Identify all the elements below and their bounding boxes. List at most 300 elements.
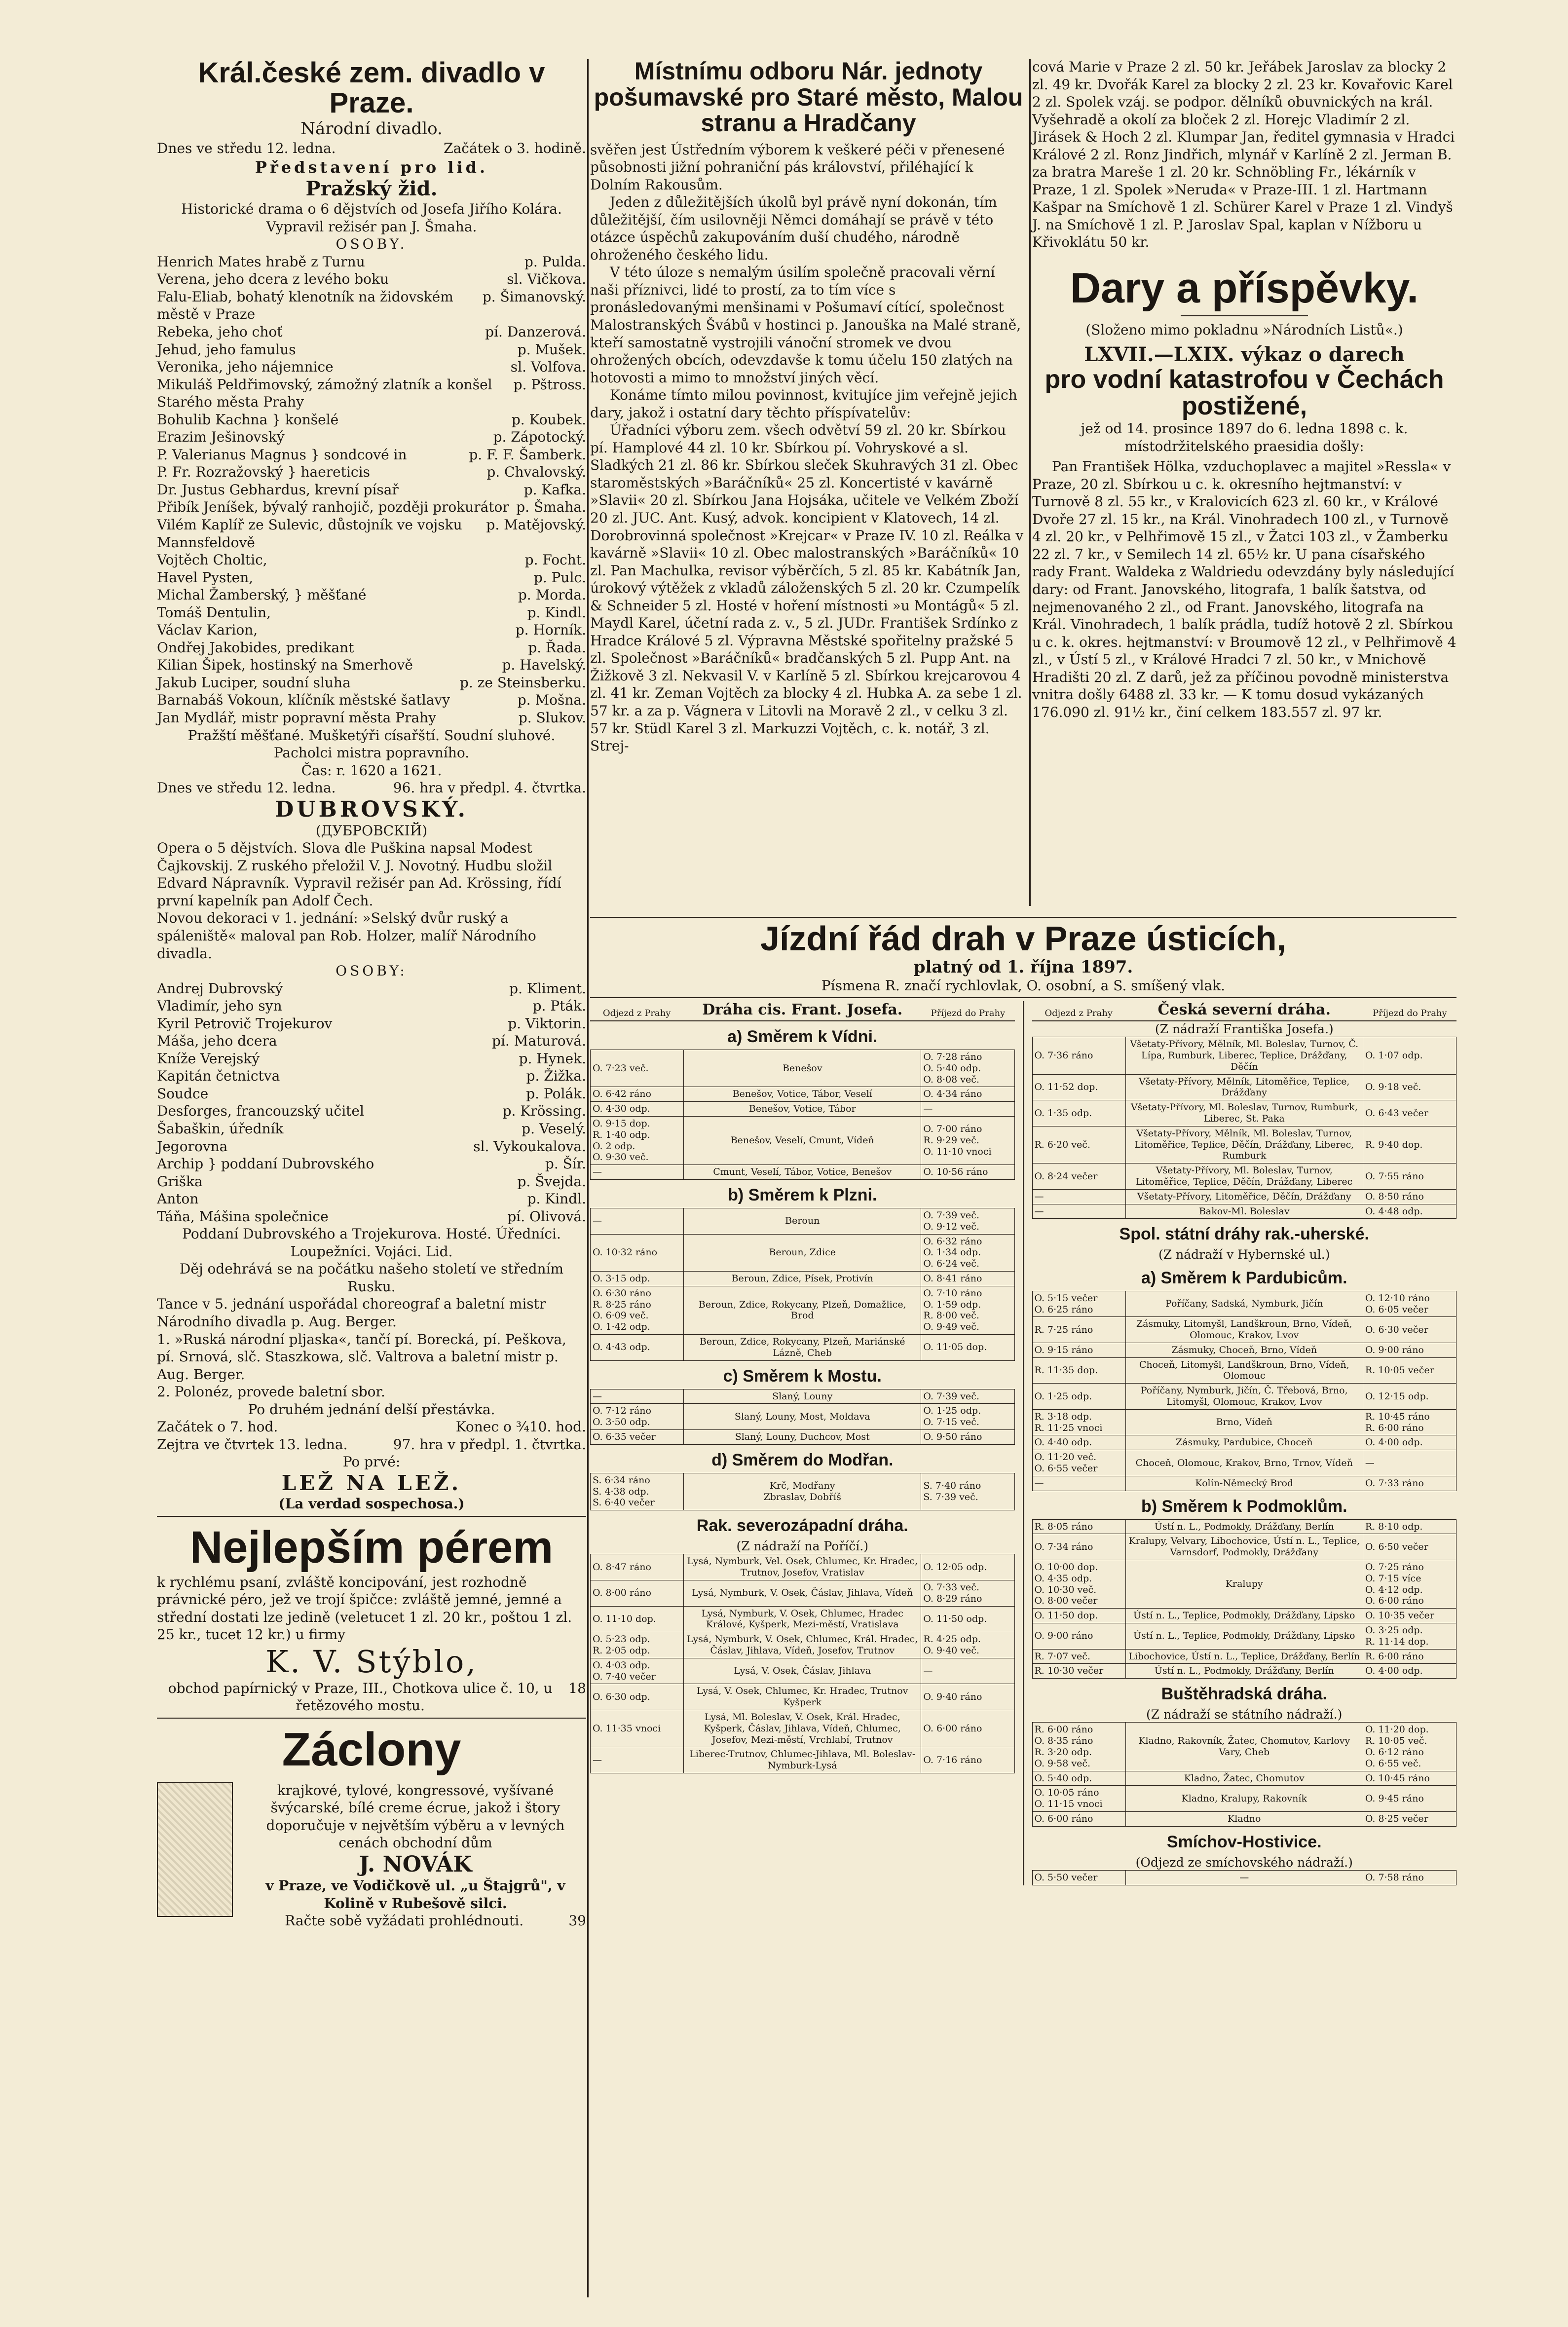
cs-table bbox=[1032, 1037, 1457, 1219]
arrival-time: O. 1·07 odp. bbox=[1363, 1037, 1456, 1074]
actor-name: p. Kindl. bbox=[527, 604, 586, 621]
route: Zásmuky, Choceň, Brno, Vídeň bbox=[1125, 1343, 1363, 1357]
actor-name: pí. Olivová. bbox=[507, 1208, 586, 1225]
route: Všetaty-Přívory, Ml. Boleslav, Turnov, Litoměřice, Teplice, Děčín, Drážďany, Liberec bbox=[1125, 1164, 1363, 1190]
dary-period: jež od 14. prosince 1897 do 6. ledna 1898 c. k. místodržitelského praesidia došly: bbox=[1081, 420, 1408, 454]
timetable-row bbox=[591, 1165, 1015, 1180]
timetable-row bbox=[591, 1272, 1015, 1286]
cast-row bbox=[157, 446, 586, 464]
dances-note: Tance v 5. jednání uspořádal choreograf a baletní mistr Národního divadla p. Aug. Berger. bbox=[157, 1296, 546, 1330]
role-name: Jan Mydlář, mistr popravní města Prahy bbox=[157, 709, 437, 726]
fjd-plzen: b) Směrem k Plzni. bbox=[728, 1186, 877, 1205]
tomorrow-date: Zejtra ve čtvrtek 13. ledna. bbox=[157, 1436, 348, 1453]
departure-time: O. 9·15 ráno bbox=[1032, 1343, 1125, 1357]
departure-time: — bbox=[1032, 1189, 1125, 1204]
timetable-row bbox=[591, 1208, 1015, 1235]
route: Liberec-Trutnov, Chlumec-Jihlava, Ml. Boleslav-Nymburk-Lysá bbox=[684, 1747, 921, 1773]
arrival-time: R. 9·40 dop. bbox=[1363, 1126, 1456, 1163]
route: Kladno bbox=[1125, 1812, 1363, 1827]
arrival-time: — bbox=[1363, 1450, 1456, 1476]
route: Slaný, Louny, Most, Moldava bbox=[684, 1404, 921, 1430]
arrival-time: R. 10·45 ráno R. 6·00 ráno bbox=[1363, 1409, 1456, 1435]
arrival-time: O. 11·05 dop. bbox=[921, 1334, 1014, 1360]
role-name: Ondřej Jakobides, predikant bbox=[157, 639, 354, 656]
cast-row bbox=[157, 481, 586, 499]
cast-row bbox=[157, 253, 586, 271]
opera-extras: Poddaní Dubrovského a Trojekurova. Hosté. Úředníci. Loupežníci. Vojáci. Lid. bbox=[182, 1226, 561, 1260]
start-time-2: Začátek o 7. hod. bbox=[157, 1419, 278, 1435]
arrival-time: O. 6·43 večer bbox=[1363, 1100, 1456, 1126]
route: Slaný, Louny, Duchcov, Most bbox=[684, 1429, 921, 1444]
dary-subtitle: (Složeno mimo pokladnu »Národních Listů«.) bbox=[1085, 322, 1403, 338]
departure-time: O. 6·42 ráno bbox=[591, 1087, 684, 1102]
timetable-row bbox=[591, 1632, 1015, 1658]
route: Beroun, Zdice, Rokycany, Plzeň, Domažlice, Brod bbox=[684, 1286, 921, 1334]
timetable-row bbox=[1032, 1812, 1456, 1827]
timetable-row bbox=[1032, 1664, 1456, 1679]
arrival-time: O. 7·00 ráno R. 9·29 več. O. 11·10 vnoci bbox=[921, 1117, 1014, 1165]
departure-time: O. 10·05 ráno O. 11·15 vnoci bbox=[1032, 1786, 1125, 1812]
actor-name: p. Žižka. bbox=[526, 1068, 586, 1085]
performance-label: Představení pro lid. bbox=[255, 157, 488, 177]
actor-name: p. Řada. bbox=[528, 639, 586, 656]
timetable-row bbox=[591, 1710, 1015, 1747]
cast-row bbox=[157, 498, 586, 516]
cast-row bbox=[157, 1050, 586, 1068]
role-name: Vilém Kaplíř ze Sulevic, důstojník ve vojsku Mannsfeldově bbox=[157, 516, 462, 551]
opera-cast-list bbox=[157, 980, 586, 1226]
cast-row bbox=[157, 428, 586, 446]
departure-time: O. 4·03 odp. O. 7·40 večer bbox=[591, 1658, 684, 1684]
curtains-ad-number: 39 bbox=[568, 1913, 586, 1929]
actor-name: p. Mošna. bbox=[517, 692, 586, 709]
actor-name: p. Havelský. bbox=[502, 657, 586, 674]
timetable bbox=[590, 914, 1456, 1885]
dary-text: Pan František Hölka, vzduchoplavec a majitel »Ressla« v Praze, 20 zl. Sbírkou u c. k. okresního hejtmanství: v Turnově 8 zl. 55 kr., v Kralovicích 623 zl. 60 kr., v Králové Dvoře 27 zl. 15 kr., na Král. Vinohradech 100 zl., v Turnově 4 zl. 20 kr., v Pelhřimově 15 zl., v Žatci 103 zl., v Žamberku 22 zl. 7 kr., v Semilech 14 zl. 65½ kr. U pana císařského rady Frant. Waldeka z Waldriedu odevzdány byly následující dary: od Frant. Janovského, litografa, 1 balík šatstva, od nejmenovaného 2 zl., od Frant. Janovského, litografa na Král. Vinohradech, 1 balík prádla, tudíž hotově 2 zl. Sbírkou u c. k. okres. hejtmanství: v Broumově 12 zl., v Pelhřimově 4 zl., v Ústí 5 zl., v Králové Hradci 7 zl. 50 kr., v Mnichově Hradišti 20 zl. Z darů, jež za příčinou povodně ministerstva vnitra došly 6488 zl. 33 kr. — K tomu dosud vykázaných 176.090 zl. 91½ kr., činí celkem 183.557 zl. 97 kr. bbox=[1032, 458, 1456, 720]
actor-name: p. Hynek. bbox=[519, 1050, 586, 1067]
cast-row bbox=[157, 516, 586, 551]
role-name: Verena, jeho dcera z levého boku bbox=[157, 271, 389, 288]
dary-purpose: pro vodní katastrofou v Čechách postižené, bbox=[1045, 365, 1444, 421]
route: Libochovice, Ústí n. L., Teplice, Drážďany, Berlín bbox=[1125, 1649, 1363, 1664]
actor-name: p. Morda. bbox=[518, 587, 586, 603]
departure-time: R. 7·07 več. bbox=[1032, 1649, 1125, 1664]
st-pardubice: a) Směrem k Pardubicům. bbox=[1141, 1268, 1347, 1287]
timetable-row bbox=[591, 1473, 1015, 1510]
route: Zásmuky, Litomyšl, Landškroun, Brno, Vídeň, Olomouc, Krakov, Lvov bbox=[1125, 1317, 1363, 1343]
timetable-row bbox=[591, 1747, 1015, 1773]
opera-persons-label: OSOBY: bbox=[336, 963, 408, 979]
route: Beroun, Zdice, Písek, Protivín bbox=[684, 1272, 921, 1286]
arrival-time: O. 10·56 ráno bbox=[921, 1165, 1014, 1180]
arrival-time: R. 6·00 ráno bbox=[1363, 1649, 1456, 1664]
role-name: Vladimír, jeho syn bbox=[157, 998, 282, 1014]
nw-title: Rak. severozápadní dráha. bbox=[696, 1516, 908, 1536]
departure-time: O. 1·25 odp. bbox=[1032, 1384, 1125, 1410]
role-name: Andrej Dubrovský bbox=[157, 980, 283, 997]
donors-continued: cová Marie v Praze 2 zl. 50 kr. Jeřábek Jaroslav za blocky 2 zl. 49 kr. Dvořák Karel za blocky 2 zl. 23 kr. Kovařovic Karel 2 zl. Spolek vzáj. se podpor. dělníků obuvnických na král. Vyšehradě a okolí za bloček 2 zl. Horejc Vladimír 2 zl. Jirásek & Hoch 2 zl. Klumpar Jan, ředitel gymnasia v Hradci Králové 2 zl. Ronz Jindřich, mlynář v Karlíně 2 zl. Jerman B. za bratra Mareše 1 zl. 20 kr. Schnöbling Fr., lékárník v Praze, 1 zl. Spolek »Neruda« v Praze-III. 1 zl. Hartmann Kašpar na Smíchově 1 zl. Schürer Karel v Praze 1 zl. Vindyš J. na Smíchově 1 zl. P. Jaroslav Spal, kaplan v Nížboru u Křivoklátu 50 kr. bbox=[1032, 59, 1455, 251]
departure-time: S. 6·34 ráno S. 4·38 odp. S. 6·40 večer bbox=[591, 1473, 684, 1510]
date-line: Dnes ve středu 12. ledna. bbox=[157, 140, 336, 156]
cs-title: Česká severní dráha. bbox=[1157, 1001, 1331, 1019]
timetable-row bbox=[591, 1234, 1015, 1271]
arrival-time: O. 3·25 odp. R. 11·14 dop. bbox=[1363, 1623, 1456, 1650]
actor-name: p. Švejda. bbox=[517, 1173, 586, 1190]
timetable-row bbox=[1032, 1204, 1456, 1219]
cast-row bbox=[157, 341, 586, 359]
arrival-time: O. 9·40 ráno bbox=[921, 1684, 1014, 1710]
departure-time: — bbox=[1032, 1204, 1125, 1219]
arrival-time: O. 8·25 večer bbox=[1363, 1812, 1456, 1827]
timetable-row bbox=[1032, 1723, 1456, 1771]
bu-subtitle: (Z nádraží se státního nádraží.) bbox=[1146, 1707, 1343, 1722]
route: Všetaty-Přívory, Litoměřice, Děčín, Drážďany bbox=[1125, 1189, 1363, 1204]
arrival-time: O. 7·28 ráno O. 5·40 odp. O. 8·08 več. bbox=[921, 1050, 1014, 1087]
arrival-time: O. 4·48 odp. bbox=[1363, 1204, 1456, 1219]
actor-name: p. Koubek. bbox=[511, 411, 586, 428]
tomorrow-subscription: 97. hra v předpl. 1. čtvrtka. bbox=[393, 1436, 586, 1453]
timetable-row bbox=[591, 1087, 1015, 1102]
role-name: P. Valerianus Magnus } sondcové in bbox=[157, 446, 407, 463]
actor-name: p. Šimanovský. bbox=[482, 288, 586, 305]
timetable-row bbox=[1032, 1074, 1456, 1100]
play-description: Historické drama o 6 dějstvích od Josefa Jiřího Kolára. Vypravil režisér pan J. Šmaha. bbox=[181, 201, 562, 235]
cast-row bbox=[157, 997, 586, 1015]
curtains-ad-note: Račte sobě vyžádati prohlédnouti. bbox=[285, 1913, 524, 1929]
article-p2: Jeden z důležitějších úkolů byl právě nyní dokonán, tím důležitější, čím usilovněji Němci domáhají se právě v této otázce úspěchů zakupováním duší chudého, národně ohroženého českého lidu. bbox=[590, 194, 997, 263]
cast-row bbox=[157, 691, 586, 709]
curtains-ad-text: krajkové, tylové, kongressové, vyšívané švýcarské, bílé creme écrue, jakož i štory doporučuje v největším výběru a v levných cenách obchodní dům bbox=[266, 1782, 565, 1851]
route: Kralupy, Velvary, Libochovice, Ústí n. L., Teplice, Varnsdorf, Podmokly, Drážďany bbox=[1125, 1534, 1363, 1560]
timetable-row bbox=[591, 1684, 1015, 1710]
departure-time: R. 3·18 odp. R. 11·25 vnoci bbox=[1032, 1409, 1125, 1435]
role-name: Griška bbox=[157, 1173, 203, 1190]
arrival-time: O. 7·33 več. O. 8·29 ráno bbox=[921, 1580, 1014, 1607]
actor-name: p. Veselý. bbox=[522, 1121, 586, 1137]
donations-column bbox=[1032, 58, 1456, 721]
cast-row bbox=[157, 551, 586, 569]
route: Benešov bbox=[684, 1050, 921, 1087]
long-pause: Po druhém jednání delší přestávka. bbox=[248, 1401, 495, 1418]
arrival-time: O. 9·45 ráno bbox=[1363, 1786, 1456, 1812]
route: Beroun, Zdice, Rokycany, Plzeň, Mariánské Lázně, Cheb bbox=[684, 1334, 921, 1360]
cast-row bbox=[157, 1190, 586, 1208]
departure-time: O. 7·36 ráno bbox=[1032, 1037, 1125, 1074]
arrival-time: O. 12·05 odp. bbox=[921, 1554, 1014, 1580]
actor-name: p. F. F. Šamberk. bbox=[469, 446, 586, 463]
departure-time: O. 1·35 odp. bbox=[1032, 1100, 1125, 1126]
departure-time: O. 10·32 ráno bbox=[591, 1234, 684, 1271]
cast-row bbox=[157, 1032, 586, 1050]
arrival-time: O. 8·41 ráno bbox=[921, 1272, 1014, 1286]
timetable-row bbox=[1032, 1291, 1456, 1317]
footer-subscription: 96. hra v předpl. 4. čtvrtka. bbox=[393, 780, 586, 796]
opera-title: DUBROVSKÝ. bbox=[275, 796, 468, 822]
fjd-plzen-table bbox=[590, 1208, 1015, 1361]
timetable-row bbox=[591, 1580, 1015, 1607]
role-name: Jegorovna bbox=[157, 1138, 228, 1155]
timetable-row bbox=[591, 1606, 1015, 1632]
actor-name: p. Kindl. bbox=[527, 1191, 586, 1207]
pen-ad-headline: Nejlepším pérem bbox=[189, 1522, 554, 1573]
actor-name: p. Matějovský. bbox=[486, 516, 586, 533]
footer-date: Dnes ve středu 12. ledna. bbox=[157, 780, 336, 796]
departure-time: O. 4·30 odp. bbox=[591, 1102, 684, 1117]
arrival-time: S. 7·40 ráno S. 7·39 več. bbox=[921, 1473, 1014, 1510]
st-podmokly: b) Směrem k Podmoklům. bbox=[1141, 1497, 1347, 1516]
timetable-row bbox=[591, 1404, 1015, 1430]
actor-name: pí. Maturová. bbox=[492, 1033, 586, 1050]
route: Slaný, Louny bbox=[684, 1389, 921, 1404]
departure-time: — bbox=[1032, 1476, 1125, 1491]
cast-row bbox=[157, 674, 586, 692]
arrival-time: O. 7·58 ráno bbox=[1363, 1871, 1456, 1885]
role-name: Václav Karion, bbox=[157, 622, 258, 638]
departure-time: O. 7·23 več. bbox=[591, 1050, 684, 1087]
departure-time: O. 6·35 večer bbox=[591, 1429, 684, 1444]
timetable-row bbox=[1032, 1126, 1456, 1163]
play-two-subtitle: (La verdad sospechosa.) bbox=[278, 1495, 465, 1512]
departure-time: — bbox=[591, 1389, 684, 1404]
timetable-row bbox=[1032, 1317, 1456, 1343]
route: Ústí n. L., Teplice, Podmokly, Drážďany, Lipsko bbox=[1125, 1623, 1363, 1650]
route: Všetaty-Přívory, Mělník, Ml. Boleslav, Turnov, Č. Lípa, Rumburk, Liberec, Teplice, Drážďany, Děčín bbox=[1125, 1037, 1363, 1074]
fjd-vienna: a) Směrem k Vídni. bbox=[727, 1027, 878, 1047]
cast-row bbox=[157, 639, 586, 657]
cast-row bbox=[157, 1102, 586, 1120]
pen-ad-text: k rychlému psaní, zvláště koncipování, jest rozhodně právnické péro, jež ve trojí špičce: zvláště jemné, jemné a střední dostati lze jedině (veletucet 1 zl. 20 kr., poštou 1 zl. 25 kr., tucet 12 kr.) u firmy bbox=[157, 1574, 572, 1643]
column-rule bbox=[587, 59, 589, 2297]
role-name: Kilian Šipek, hostinský na Smerhově bbox=[157, 657, 413, 674]
play-two-title: LEŽ NA LEŽ. bbox=[281, 1470, 462, 1495]
role-name: Kyril Petrovič Trojekurov bbox=[157, 1015, 333, 1032]
departure-time: O. 4·40 odp. bbox=[1032, 1435, 1125, 1450]
cast-row bbox=[157, 621, 586, 639]
route: Lysá, Ml. Boleslav, V. Osek, Král. Hradec, Kyšperk, Čáslav, Jihlava, Vídeň, Chlumec, Josefov, Mezi-městí, Vrchlabí, Trutnov bbox=[684, 1710, 921, 1747]
dance-two: 2. Polonéz, provede baletní sbor. bbox=[157, 1384, 385, 1400]
cast-row bbox=[157, 656, 586, 674]
actor-name: p. Pták. bbox=[532, 998, 586, 1014]
role-name: Jehud, jeho famulus bbox=[157, 341, 296, 358]
opera-setting: Děj odehrává se na počátku našeho století ve středním Rusku. bbox=[179, 1261, 564, 1295]
arrival-time: O. 1·25 odp. O. 7·15 več. bbox=[921, 1404, 1014, 1430]
curtains-ad-address: v Praze, ve Vodičkově ul. „u Štajgrů", v Kolině v Rubešově silci. bbox=[265, 1877, 565, 1912]
timetable-row bbox=[1032, 1189, 1456, 1204]
timetable-row bbox=[591, 1334, 1015, 1360]
header-departure: Odjezd z Prahy bbox=[1045, 1008, 1113, 1019]
role-name: P. Fr. Rozražovský } haereticis bbox=[157, 464, 370, 481]
route: Ústí n. L., Podmokly, Drážďany, Berlín bbox=[1125, 1519, 1363, 1534]
departure-time: O. 9·00 ráno bbox=[1032, 1623, 1125, 1650]
cast-row bbox=[157, 980, 586, 998]
route: Ústí n. L., Teplice, Podmokly, Drážďany, Lipsko bbox=[1125, 1609, 1363, 1623]
pen-ad-number: 18 bbox=[568, 1680, 586, 1696]
timetable-right bbox=[1032, 1001, 1457, 1885]
timetable-row bbox=[1032, 1037, 1456, 1074]
departure-time: O. 8·47 ráno bbox=[591, 1554, 684, 1580]
cast-row bbox=[157, 288, 586, 323]
pen-ad-address: obchod papírnický v Praze, III., Chotkova ulice č. 10, u řetězového mostu. bbox=[168, 1680, 553, 1714]
timetable-row bbox=[1032, 1871, 1456, 1885]
article-p4: Konáme tímto milou povinnost, kvitujíce jim veřejně jejich dary, jakož i ostatní dary těchto příspívatelův: bbox=[590, 387, 1017, 421]
cast-row bbox=[157, 1208, 586, 1226]
route: Poříčany, Nymburk, Jičín, Č. Třebová, Brno, Litomyšl, Olomouc, Krakov, Lvov bbox=[1125, 1384, 1363, 1410]
cast-row bbox=[157, 569, 586, 587]
departure-time: R. 10·30 večer bbox=[1032, 1664, 1125, 1679]
timetable-row bbox=[1032, 1384, 1456, 1410]
departure-time: O. 6·30 ráno R. 8·25 ráno O. 6·09 več. O. 1·42 odp. bbox=[591, 1286, 684, 1334]
cast-row bbox=[157, 1067, 586, 1085]
sm-table bbox=[1032, 1870, 1457, 1885]
header-arrival: Příjezd do Prahy bbox=[931, 1008, 1006, 1019]
role-name: Falu-Eliab, bohatý klenotník na židovském městě v Praze bbox=[157, 288, 453, 323]
cast-row bbox=[157, 270, 586, 288]
timetable-row bbox=[1032, 1534, 1456, 1560]
departure-time: R. 6·20 več. bbox=[1032, 1126, 1125, 1163]
departure-time: O. 3·15 odp. bbox=[591, 1272, 684, 1286]
route: Choceň, Olomouc, Krakov, Brno, Trnov, Vídeň bbox=[1125, 1450, 1363, 1476]
actor-name: p. Kafka. bbox=[523, 481, 586, 498]
role-name: Soudce bbox=[157, 1085, 209, 1102]
arrival-time: O. 9·00 ráno bbox=[1363, 1343, 1456, 1357]
route: Beroun bbox=[684, 1208, 921, 1235]
cast-row bbox=[157, 1155, 586, 1173]
departure-time: O. 11·20 več. O. 6·55 večer bbox=[1032, 1450, 1125, 1476]
timetable-row bbox=[1032, 1560, 1456, 1609]
end-time-2: Konec o ³⁄₄10. hod. bbox=[455, 1419, 586, 1435]
arrival-time: O. 9·18 več. bbox=[1363, 1074, 1456, 1100]
dary-title: Dary a příspěvky. bbox=[1070, 264, 1419, 312]
opera-description: Opera o 5 dějstvích. Slova dle Puškina napsal Modest Čajkovskij. Z ruského přeložil V. J. Novotný. Hudbu složil Edvard Nápravník. Vypravil režisér pan Ad. Krössing, řídí první kapelník pan Adolf Čech. bbox=[157, 840, 561, 909]
timetable-row bbox=[1032, 1435, 1456, 1450]
route: Poříčany, Sadská, Nymburk, Jičín bbox=[1125, 1291, 1363, 1317]
route: Benešov, Votice, Tábor, Veselí bbox=[684, 1087, 921, 1102]
departure-time: — bbox=[591, 1165, 684, 1180]
arrival-time: O. 11·20 dop. R. 10·05 več. O. 6·12 ráno O. 6·55 več. bbox=[1363, 1723, 1456, 1771]
role-name: Barnabáš Vokoun, klíčník městské šatlavy bbox=[157, 692, 450, 709]
role-name: Havel Pysten, bbox=[157, 569, 254, 586]
role-name: Henrich Mates hrabě z Turnu bbox=[157, 253, 365, 270]
timetable-legend: Písmena R. značí rychlovlak, O. osobní, a S. smíšený vlak. bbox=[821, 977, 1226, 994]
cast-row bbox=[157, 1015, 586, 1033]
cast-row bbox=[157, 376, 586, 411]
route: Lysá, V. Osek, Chlumec, Kr. Hradec, Trutnov Kyšperk bbox=[684, 1684, 921, 1710]
role-name: Vojtěch Choltic, bbox=[157, 552, 267, 568]
dance-one: 1. »Ruská národní pljaska«, tančí pí. Borecká, pí. Peškova, pí. Srnová, slč. Staszkowa, slč. Valtrova a baletní mistr p. Aug. Berger. bbox=[157, 1331, 566, 1383]
theatre-column bbox=[157, 58, 586, 1930]
actor-name: p. Pštross. bbox=[513, 376, 586, 393]
cast-row bbox=[157, 411, 586, 429]
arrival-time: O. 4·00 odp. bbox=[1363, 1435, 1456, 1450]
role-name: Veronika, jeho nájemnice bbox=[157, 359, 334, 375]
role-name: Bohulib Kachna } konšelé bbox=[157, 411, 339, 428]
role-name: Tomáš Dentulin, bbox=[157, 604, 271, 621]
role-name: Táňa, Mášina společnice bbox=[157, 1208, 329, 1225]
arrival-time: O. 7·33 ráno bbox=[1363, 1476, 1456, 1491]
timetable-row bbox=[1032, 1786, 1456, 1812]
route: Všetaty-Přívory, Mělník, Litoměřice, Teplice, Drážďany bbox=[1125, 1074, 1363, 1100]
arrival-time: O. 9·50 ráno bbox=[921, 1429, 1014, 1444]
role-name: Rebeka, jeho choť bbox=[157, 323, 283, 340]
departure-time: R. 6·00 ráno O. 8·35 ráno R. 3·20 odp. O. 9·58 več. bbox=[1032, 1723, 1125, 1771]
departure-time: R. 8·05 ráno bbox=[1032, 1519, 1125, 1534]
sm-title: Smíchov-Hostivice. bbox=[1166, 1832, 1322, 1851]
timetable-valid: platný od 1. října 1897. bbox=[913, 957, 1133, 977]
cast-row bbox=[157, 1138, 586, 1156]
actor-name: p. Zápotocký. bbox=[493, 429, 586, 446]
departure-time: O. 5·50 večer bbox=[1032, 1871, 1125, 1885]
theatre-title: Král.české zem. divadlo v Praze. bbox=[198, 57, 545, 119]
sm-subtitle: (Odjezd ze smíchovského nádraží.) bbox=[1135, 1855, 1353, 1870]
actor-name: sl. Vykoukalova. bbox=[473, 1138, 586, 1155]
timetable-row bbox=[1032, 1100, 1456, 1126]
cast-row bbox=[157, 1120, 586, 1138]
departure-time: O. 11·52 dop. bbox=[1032, 1074, 1125, 1100]
timetable-row bbox=[591, 1286, 1015, 1334]
role-name: Máša, jeho dcera bbox=[157, 1033, 277, 1050]
arrival-time: — bbox=[921, 1658, 1014, 1684]
arrival-time: O. 7·39 več. O. 9·12 več. bbox=[921, 1208, 1014, 1235]
arrival-time: R. 10·05 večer bbox=[1363, 1357, 1456, 1384]
arrival-time: O. 7·25 ráno O. 7·15 více O. 4·12 odp. O. 6·00 ráno bbox=[1363, 1560, 1456, 1609]
dary-range: LXVII.—LXIX. výkaz o darech bbox=[1084, 342, 1405, 366]
route: Lysá, Nymburk, Vel. Osek, Chlumec, Kr. Hradec, Trutnov, Josefov, Vratislav bbox=[684, 1554, 921, 1580]
st-subtitle: (Z nádraží v Hybernské ul.) bbox=[1158, 1247, 1330, 1262]
time-line: Čas: r. 1620 a 1621. bbox=[301, 762, 442, 779]
departure-time: O. 5·15 večer O. 6·25 ráno bbox=[1032, 1291, 1125, 1317]
arrival-time: O. 7·10 ráno O. 1·59 odp. R. 8·00 več. O. 9·49 več. bbox=[921, 1286, 1014, 1334]
actor-name: p. Kliment. bbox=[509, 980, 586, 997]
opera-title-russian: (ДУБРОВСКIЙ) bbox=[315, 822, 428, 839]
role-name: Archip } poddaní Dubrovského bbox=[157, 1156, 374, 1172]
actor-name: p. Focht. bbox=[524, 552, 586, 568]
role-name: Kapitán četnictva bbox=[157, 1068, 280, 1085]
departure-time: O. 5·23 odp. R. 2·05 odp. bbox=[591, 1632, 684, 1658]
departure-time: O. 5·40 odp. bbox=[1032, 1771, 1125, 1786]
arrival-time: O. 10·45 ráno bbox=[1363, 1771, 1456, 1786]
actor-name: p. Slukov. bbox=[518, 709, 586, 726]
role-name: Mikuláš Peldřimovský, zámožný zlatník a konšel Starého města Prahy bbox=[157, 376, 492, 411]
route: Krč, Modřany Zbraslav, Dobříš bbox=[684, 1473, 921, 1510]
route: Choceň, Litomyšl, Landškroun, Brno, Vídeň, Olomouc bbox=[1125, 1357, 1363, 1384]
actor-name: p. Viktorin. bbox=[508, 1015, 586, 1032]
route: Lysá, Nymburk, V. Osek, Chlumec, Král. Hradec, Čáslav, Jihlava, Vídeň, Josefov, Trutnov bbox=[684, 1632, 921, 1658]
cast-row bbox=[157, 358, 586, 376]
role-name: Erazim Ješinovský bbox=[157, 429, 285, 446]
role-name: Dr. Justus Gebhardus, krevní písař bbox=[157, 481, 399, 498]
role-name: Přibík Jeníšek, bývalý ranhojič, později prokurátor bbox=[157, 499, 509, 516]
route: Benešov, Veselí, Cmunt, Vídeň bbox=[684, 1117, 921, 1165]
departure-time: O. 9·15 dop. R. 1·40 odp. O. 2 odp. O. 9·30 več. bbox=[591, 1117, 684, 1165]
actor-name: p. Šmaha. bbox=[516, 499, 586, 516]
actor-name: p. ze Steinsberku. bbox=[459, 674, 586, 691]
timetable-row bbox=[591, 1117, 1015, 1165]
arrival-time: O. 7·55 ráno bbox=[1363, 1164, 1456, 1190]
arrival-time: O. 6·32 ráno O. 1·34 odp. O. 6·24 več. bbox=[921, 1234, 1014, 1271]
timetable-row bbox=[591, 1050, 1015, 1087]
departure-time: R. 7·25 ráno bbox=[1032, 1317, 1125, 1343]
route: Cmunt, Veselí, Tábor, Votice, Benešov bbox=[684, 1165, 921, 1180]
route: Kolín-Německý Brod bbox=[1125, 1476, 1363, 1491]
actor-name: pí. Danzerová. bbox=[485, 323, 586, 340]
timetable-left bbox=[590, 1001, 1015, 1885]
bu-table bbox=[1032, 1722, 1457, 1826]
actor-name: p. Pulda. bbox=[524, 253, 586, 270]
departure-time: O. 7·12 ráno O. 3·50 odp. bbox=[591, 1404, 684, 1430]
arrival-time: O. 7·16 ráno bbox=[921, 1747, 1014, 1773]
timetable-row bbox=[1032, 1623, 1456, 1650]
header-arrival: Příjezd do Prahy bbox=[1372, 1008, 1447, 1019]
